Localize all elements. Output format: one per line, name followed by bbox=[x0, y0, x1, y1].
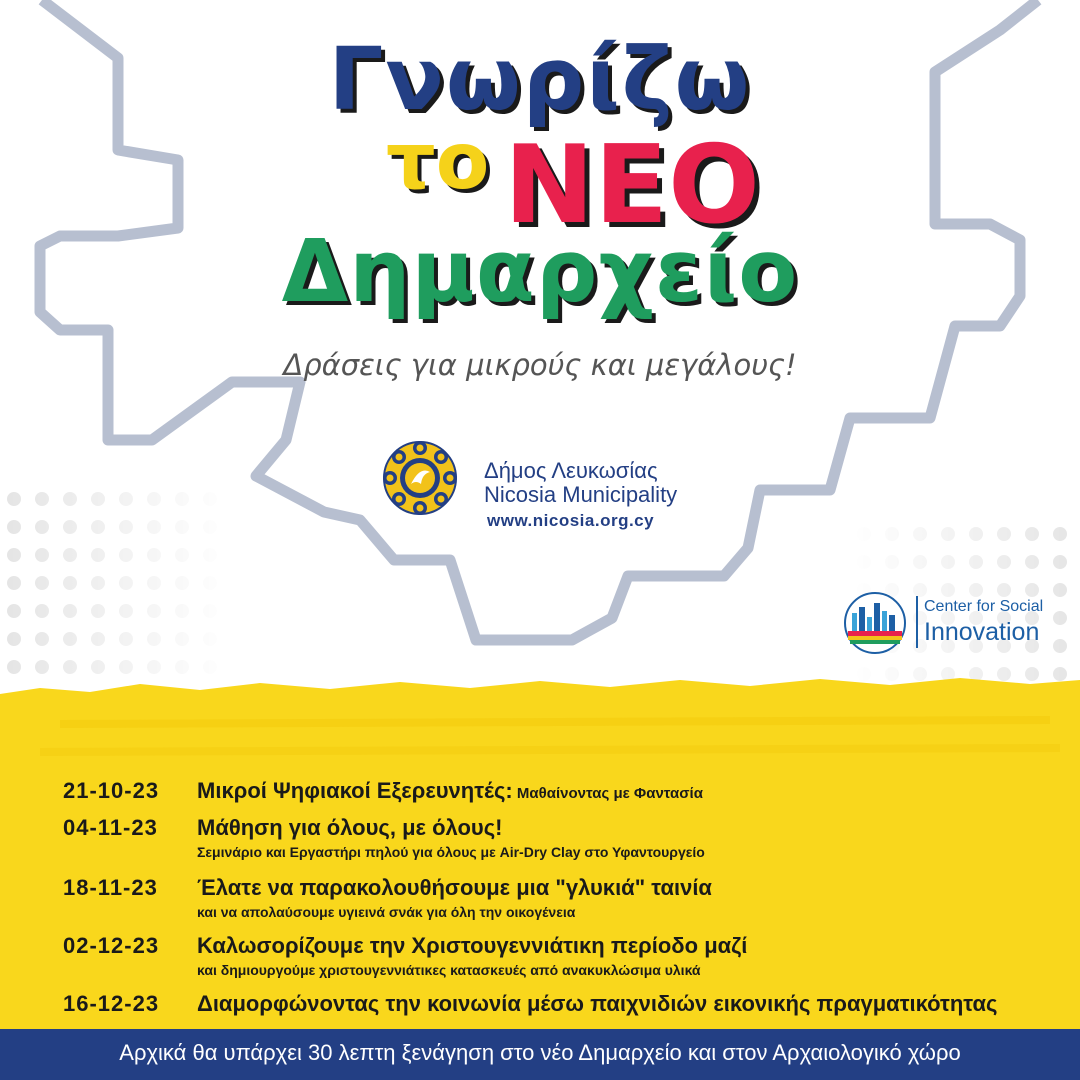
event-date: 21-10-23 bbox=[63, 778, 160, 803]
municipality-website[interactable]: www.nicosia.org.cy bbox=[487, 511, 655, 530]
event-detail: Σεμινάριο και Εργαστήρι πηλού για όλους με Air-Dry Clay στο Υφαντουργείο bbox=[197, 844, 705, 860]
municipality-name-greek: Δήμος Λευκωσίας bbox=[484, 458, 658, 483]
partner-name-line-1: Center for Social bbox=[924, 598, 1044, 615]
event-title-text: Μικροί Ψηφιακοί Εξερευνητές: bbox=[197, 778, 513, 803]
event-title bbox=[197, 778, 703, 804]
event-inline-detail: Μαθαίνοντας με Φαντασία bbox=[512, 785, 703, 802]
event-detail: και να απολαύσουμε υγιεινά σνάκ για όλη την οικογένεια bbox=[197, 904, 576, 920]
event-date: 04-11-23 bbox=[63, 815, 158, 840]
subtitle: Δράσεις για μικρούς και μεγάλους! bbox=[283, 348, 797, 382]
title-line-1: Γνωρίζω bbox=[328, 30, 752, 130]
event-detail: και δημιουργούμε χριστουγεννιάτικες κατασκευές από ανακυκλώσιμα υλικά bbox=[197, 962, 701, 978]
title-line-2-big: ΝΕΟ bbox=[504, 123, 760, 248]
event-date: 18-11-23 bbox=[63, 875, 158, 900]
event-date: 02-12-23 bbox=[63, 933, 160, 958]
title-line-3: Δημαρχείο bbox=[281, 222, 799, 322]
partner-name-line-2: Innovation bbox=[924, 618, 1040, 646]
event-title: Έλατε να παρακολουθήσουμε μια "γλυκιά" ταινία bbox=[197, 875, 712, 900]
event-title: Καλωσορίζουμε την Χριστουγεννιάτικη περίοδο μαζί bbox=[197, 933, 748, 958]
municipality-name-english: Nicosia Municipality bbox=[484, 482, 678, 507]
event-title: Διαμορφώνοντας την κοινωνία μέσω παιχνιδιών εικονικής πραγματικότητας bbox=[197, 991, 998, 1016]
event-title: Μάθηση για όλους, με όλους! bbox=[197, 815, 503, 840]
title-line-2-small: το bbox=[386, 117, 490, 207]
footer-text: Αρχικά θα υπάρχει 30 λεπτη ξενάγηση στο νέο Δημαρχείο και στον Αρχαιολογικό χώρο bbox=[119, 1040, 961, 1065]
event-date: 16-12-23 bbox=[63, 991, 160, 1016]
